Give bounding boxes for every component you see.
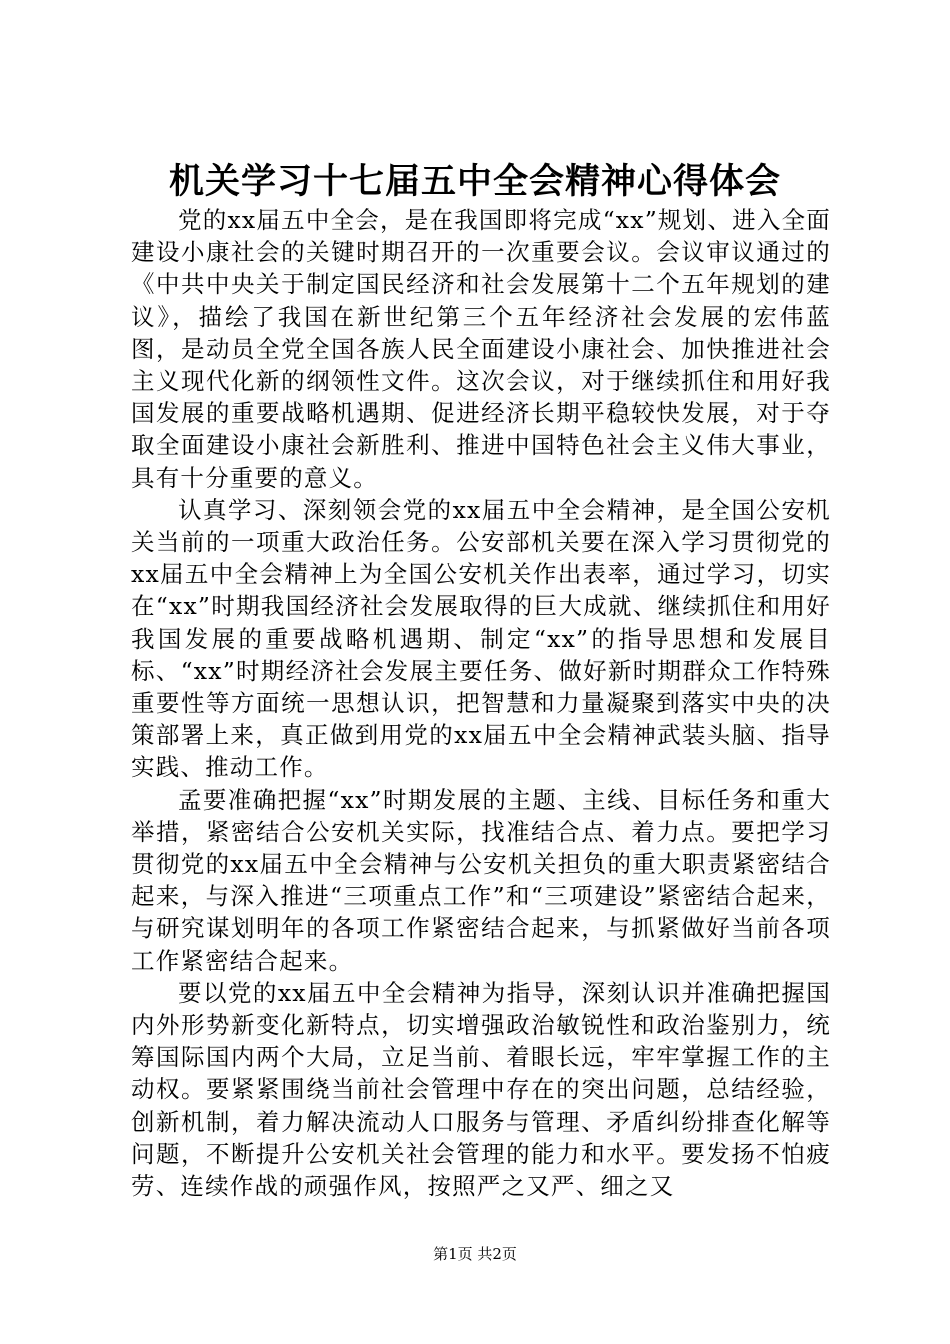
document-body xyxy=(131,204,831,1202)
paragraph-2: 认真学习、深刻领会党的xx届五中全会精神，是全国公安机关当前的一项重大政治任务。公安部机关要在深入学习贯彻党的xx届五中全会精神上为全国公安机关作出表率，通过学习，切实在“xx”时期我国经济社会发展取得的巨大成就、继续抓住和用好我国发展的重要战略机遇期、制定“xx”的指导思想和发展目标、“xx”时期经济社会发展主要任务、做好新时期群众工作特殊重要性等方面统一思想认识，把智慧和力量凝聚到落实中央的决策部署上来，真正做到用党的xx届五中全会精神武装头脑、指导实践、推动工作。 xyxy=(131,495,831,782)
paragraph-1: 党的xx届五中全会，是在我国即将完成“xx”规划、进入全面建设小康社会的关键时期召开的一次重要会议。会议审议通过的《中共中央关于制定国民经济和社会发展第十二个五年规划的建议》，描绘了我国在新世纪第三个五年经济社会发展的宏伟蓝图，是动员全党全国各族人民全面建设小康社会、加快推进社会主义现代化新的纲领性文件。这次会议，对于继续抓住和用好我国发展的重要战略机遇期、促进经济长期平稳较快发展，对于夺取全面建设小康社会新胜利、推进中国特色社会主义伟大事业，具有十分重要的意义。 xyxy=(131,206,831,492)
page-number-footer: 第1页 共2页 xyxy=(433,1245,517,1263)
paragraph-3: 孟要准确把握“xx”时期发展的主题、主线、目标任务和重大举措，紧密结合公安机关实际，找准结合点、着力点。要把学习贯彻党的xx届五中全会精神与公安机关担负的重大职责紧密结合起来，与深入推进“三项重点工作”和“三项建设”紧密结合起来，与研究谋划明年的各项工作紧密结合起来，与抓紧做好当前各项工作紧密结合起来。 xyxy=(131,785,831,975)
paragraph-4: 要以党的xx届五中全会精神为指导，深刻认识并准确把握国内外形势新变化新特点，切实增强政治敏锐性和政治鉴别力，统筹国际国内两个大局，立足当前、着眼长远，牢牢掌握工作的主动权。要紧紧围绕当前社会管理中存在的突出问题，总结经验，创新机制，着力解决流动人口服务与管理、矛盾纠纷排查化解等问题，不断提升公安机关社会管理的能力和水平。要发扬不怕疲劳、连续作战的顽强作风，按照严之又严、细之又 xyxy=(131,978,831,1201)
document-title: 机关学习十七届五中全会精神心得体会 xyxy=(168,162,781,202)
